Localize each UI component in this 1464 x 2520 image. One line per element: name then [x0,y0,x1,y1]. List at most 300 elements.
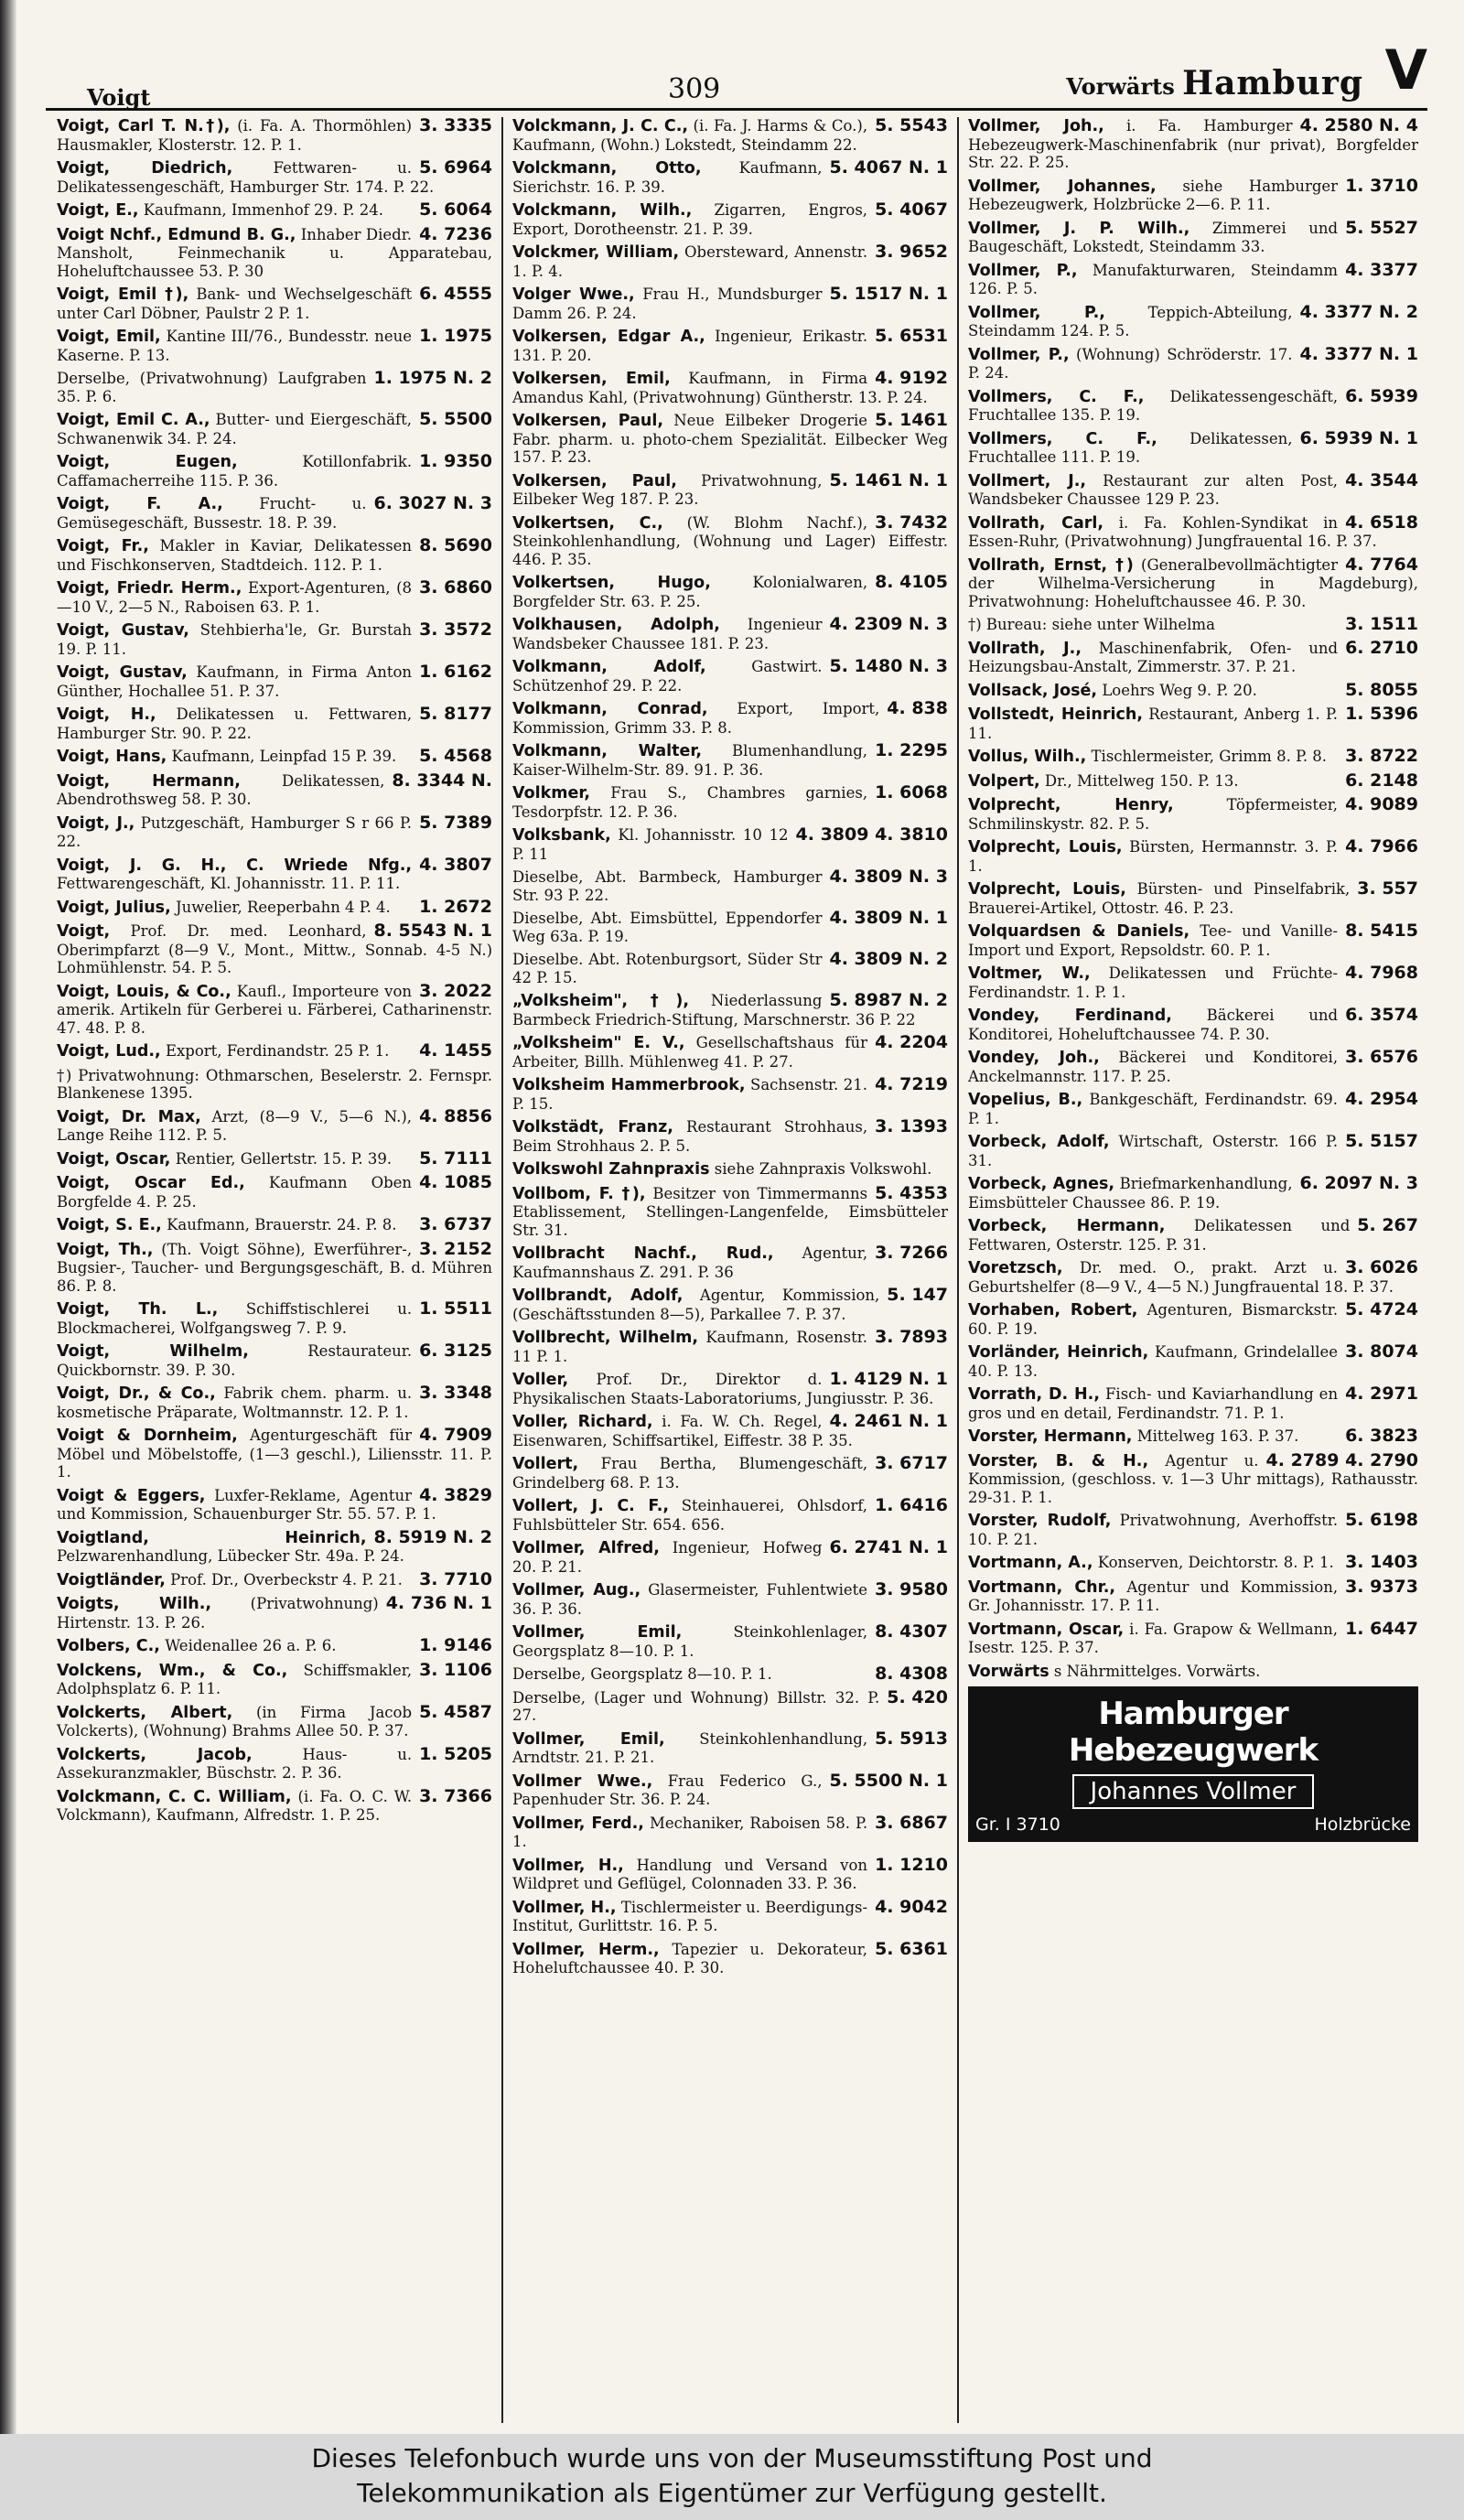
entry-phone: 3. 1403 [1345,1552,1418,1572]
entry-name: Vorster, Hermann, [968,1427,1133,1446]
entry-phone: 5. 5500 [419,409,492,429]
entry-phone: 3. 1511 [1345,614,1418,634]
directory-entry [968,838,1418,875]
entry-name: Vollmer, Herm., [512,1940,660,1959]
directory-entry [968,469,1418,509]
entry-description: Kantine III/76., Bundesstr. neue Kaserne. P. 13. [57,328,413,364]
entry-phone: 1. 2672 [419,896,492,917]
entry-phone: 4. 3809 N. 2 [829,949,948,969]
directory-entry [512,1772,948,1809]
entry-description: Gesellschaftshaus für Arbeiter, Billh. Mühlenweg 41. P. 27. [512,1034,868,1071]
directory-entry [57,495,492,532]
entry-name: Voigt, Oscar, [57,1149,171,1168]
directory-columns [48,117,1427,2423]
entry-name: Volkersen, Paul, [512,412,663,430]
entry-name: Vollmer Wwe., [512,1772,653,1791]
entry-description: Kaufmann, Leinpfad 15 P. 39. [171,748,397,765]
entry-description: Butter- und Eiergeschäft, Schwanenwik 34. P. 24. [57,411,413,447]
entry-description: Delikatessen und Früchte-Ferdinandstr. 1. P. 1. [968,964,1339,1001]
entry-name: Voigt, Hans, [57,748,167,766]
entry-phone: 4. 2204 [875,1032,948,1052]
entry-phone: 5. 6198 [1345,1510,1418,1530]
entry-description: (Th. Voigt Söhne), Ewerführer-, Bugsier-, Taucher- und Bergungsgeschäft, B. d. Mühren 86. P. 8. [57,1240,492,1295]
entry-phone: 4. 7236 [419,223,492,244]
entry-name: Voigt & Eggers, [57,1486,206,1505]
entry-description: i. Fa. W. Ch. Regel, Eisenwaren, Schiffsartikel, Eiffestr. 38 P. 35. [512,1413,853,1449]
directory-entry [512,159,948,196]
entry-name: Volckerts, Albert, [57,1703,233,1722]
entry-phone: 4. 2309 N. 3 [829,614,948,634]
entry-phone: 4. 7966 [1345,836,1418,856]
entry-description: (Generalbevollmächtigter der Wilhelma-Versicherung in Magdeburg), Privatwohnung: Hoheluftchaussee 46. P. 30. [968,555,1418,610]
entry-name: Voigt, S. E., [57,1216,162,1234]
entry-phone: 1. 4129 N. 1 [829,1369,948,1389]
directory-column-2 [503,117,959,2423]
entry-description: Weidenallee 26 a. P. 6. [165,1637,337,1654]
directory-entry [968,772,1418,792]
entry-phone: 3. 1393 [875,1116,948,1136]
entry-description: Tee- und Vanille-Import und Export, Repsoldstr. 60. P. 1. [968,922,1339,959]
entry-description: Privatwohnung, Eilbeker Weg 187. P. 23. [512,471,823,508]
entry-description: Rentier, Gellertstr. 15. P. 39. [175,1149,393,1168]
entry-description: Kaufl., Importeure von amerik. Artikeln für Gerberei u. Färberei, Catharinenstr. 47. 48. P. 8. [57,982,492,1037]
entry-phone: 6. 3823 [1345,1426,1418,1446]
entry-name: Volger Wwe., [512,285,635,304]
directory-entry [57,705,492,742]
entry-phone: 4. 3809 N. 3 [829,867,948,887]
directory-entry [512,1182,948,1240]
directory-entry [968,1301,1418,1338]
entry-name: Vollmer, H., [512,1898,617,1917]
entry-description: Kaufmann, Brauerstr. 24. P. 8. [167,1216,397,1233]
entry-name: Voigt, Gustav, [57,663,188,682]
directory-entry [512,1118,948,1155]
entry-phone: 3. 7893 [875,1327,948,1347]
entry-description: Pelzwarenhandlung, Lübecker Str. 49a. P. 24. [57,1547,404,1565]
directory-entry [512,1034,948,1071]
entry-phone: 3. 9580 [875,1579,948,1599]
entry-phone: 5. 4724 [1345,1299,1418,1319]
entry-phone: 6. 4555 [419,284,492,304]
entry-phone: 3. 8722 [1345,746,1418,766]
entry-description: Agenturen, Bismarckstr. 60. P. 19. [968,1301,1339,1338]
entry-name: „Volksheim", †), [512,992,689,1010]
entry-phone: 5. 7111 [419,1147,492,1168]
entry-name: Vorster, Rudolf, [968,1512,1112,1530]
entry-name: Voigt, F. A., [57,495,223,513]
entry-name: Voigtländer, [57,1570,166,1589]
entry-phone: 6. 3027 N. 3 [373,493,492,513]
entry-phone: 1. 1975 [419,326,492,346]
entry-name: Volprecht, Henry, [968,796,1174,814]
directory-entry [512,1076,948,1113]
directory-entry [968,964,1418,1001]
entry-description: Fettwaren- u. Delikatessengeschäft, Hamburger Str. 174. P. 22. [57,159,435,196]
entry-phone: 4. 7219 [875,1074,948,1094]
entry-phone: 3. 6717 [875,1453,948,1473]
entry-phone: 5. 1461 [875,410,948,430]
directory-entry [512,117,948,154]
entry-phone: 4. 7909 [419,1425,492,1445]
directory-column-1 [48,117,503,2423]
directory-entry [512,1287,948,1323]
entry-name: Voigt, J., [57,813,135,833]
entry-phone: 1. 1210 [875,1854,948,1875]
directory-entry [968,259,1418,298]
directory-entry [968,1449,1418,1507]
directory-entry [512,1455,948,1492]
entry-phone: 4. 2954 [1345,1089,1418,1109]
directory-entry [57,1342,492,1379]
directory-entry [57,579,492,616]
entry-phone: 5. 6531 [875,326,948,346]
entry-name: Volpert, [968,771,1040,791]
advertisement-hebezeugwerk [968,1686,1418,1842]
entry-description: Derselbe, Georgsplatz 8—10. P. 1. [512,1665,772,1683]
entry-phone: 5. 4587 [419,1701,492,1722]
entry-phone: 4. 3807 [419,854,492,875]
entry-description: Kotillonfabrik. Caffamacherreihe 115. P. 36. [57,453,413,490]
entry-description: Dieselbe, Abt. Barmbeck, Hamburger Str. 93 P. 22. [512,868,823,904]
entry-name: Vorster, B. & H., [968,1451,1149,1470]
entry-phone: 3. 7710 [419,1568,492,1589]
entry-name: Volksheim Hammerbrook, [512,1076,746,1094]
entry-description: Bürsten, Hermannstr. 3. P. 1. [968,838,1339,875]
entry-description: Delikatessengeschäft, Fruchtallee 135. P. 19. [968,387,1339,424]
entry-description: Agenturgeschäft für Möbel und Möbelstoffe, (1—3 geschl.), Liliensstr. 11. P. 1. [57,1427,492,1481]
directory-entry [57,980,492,1038]
entry-name: Vollmer, Aug., [512,1581,641,1599]
entry-name: Voigt, Julius, [57,898,171,917]
entry-description: Glasermeister, Fuhlentwiete 36. P. 36. [512,1581,868,1618]
entry-name: Volckens, Wm., & Co., [57,1661,288,1680]
entry-description: Kaufmann, in Firma Anton Günther, Hochallee 51. P. 37. [57,663,413,700]
entry-description: Zigarren, Engros, Export, Dorotheenstr. 21. P. 39. [512,201,868,238]
entry-phone: 4. 2789 4. 2790 [1265,1449,1418,1470]
directory-entry [57,922,492,977]
directory-entry [57,328,492,364]
entry-description: (Privatwohnung) Hirtenstr. 13. P. 26. [57,1595,379,1632]
entry-name: Vopelius, B., [968,1091,1083,1109]
directory-entry [512,412,948,467]
entry-description: (Wohnung) Schröderstr. 17. P. 24. [968,345,1293,382]
entry-name: Volkertsen, C., [512,513,663,533]
entry-name: Vollbrecht, Wilhelm, [512,1329,699,1347]
footer-notice [0,2434,1464,2520]
directory-entry [512,616,948,652]
entry-phone: 5. 4353 [875,1182,948,1203]
entry-name: Vollbracht Nachf., Rud., [512,1244,774,1263]
directory-entry [512,1497,948,1534]
ad-location: Holzbrücke [1314,1815,1411,1835]
entry-name: Vollmer, H., [512,1856,624,1875]
entry-phone: 3. 9652 [875,242,948,262]
entry-phone: 8. 4308 [875,1664,948,1684]
entry-description: Teppich-Abteilung, Steindamm 124. P. 5. [968,303,1293,339]
entry-phone: 4. 1085 [419,1172,492,1192]
entry-phone: 5. 4067 N. 1 [829,157,948,178]
entry-phone: 6. 2148 [1345,770,1418,791]
directory-entry [57,1238,492,1296]
directory-entry [57,856,492,893]
entry-name: Vollsack, José, [968,681,1098,700]
entry-name: Vorrath, D. H., [968,1385,1100,1404]
directory-entry [57,1743,492,1782]
entry-description: Privatwohnung, Averhoffstr. 10. P. 21. [968,1512,1339,1548]
entry-description: Bäckerei und Konditorei, Hoheluftchaussee 74. P. 30. [968,1007,1339,1043]
ad-phone: Gr. I 3710 [975,1815,1060,1835]
entry-description: Restaurateur. Quickbornstr. 39. P. 30. [57,1342,413,1379]
entry-name: Vollrath, Carl, [968,513,1104,533]
entry-phone: 3. 6737 [419,1214,492,1234]
entry-name: Volkmann, Conrad, [512,700,708,718]
entry-name: Volkmann, Adolf, [512,658,706,676]
directory-entry [512,992,948,1028]
entry-phone: 4. 9042 [875,1896,948,1917]
entry-description: Prof. Dr., Direktor d. Physikalischen Staats-Laboratoriums, Jungiusstr. P. 36. [512,1371,934,1407]
entry-name: Volprecht, Louis, [968,838,1123,856]
entry-description: Delikatessen, Fruchtallee 111. P. 19. [968,429,1293,466]
directory-entry [968,1385,1418,1422]
entry-description: Agentur, Kommission, (Geschäftsstunden 8—5), Parkallee 7. P. 37. [512,1287,880,1323]
directory-entry [968,1133,1418,1169]
directory-entry [57,537,492,574]
directory-entry [512,784,948,821]
entry-description: Dieselbe. Abt. Rotenburgsort, Süder Str 42 P. 15. [512,951,823,986]
directory-entry [512,1623,948,1660]
entry-description: Juwelier, Reeperbahn 4 P. 4. [175,898,391,916]
directory-entry [57,1042,492,1061]
entry-name: Voigt, Dr., & Co., [57,1384,216,1403]
entry-phone: 6. 5939 [1345,385,1418,406]
entry-phone: 4. 736 N. 1 [385,1593,492,1613]
entry-description: Loehrs Weg 9. P. 20. [1102,681,1257,699]
entry-name: Voltmer, W., [968,964,1091,983]
directory-entry [968,1578,1418,1615]
directory-entry [57,1174,492,1211]
directory-entry [57,1595,492,1632]
directory-entry [57,453,492,490]
entry-description: i. Fa. Kohlen-Syndikat in Essen-Ruhr, (Privatwohnung) Jungfrauental 16. P. 37. [968,513,1377,550]
header-rule [46,108,1427,111]
entry-phone: 1. 6068 [875,782,948,802]
entry-phone: 5. 8987 N. 2 [829,990,948,1010]
page-header [37,38,1427,111]
entry-description: Agentur und Kommission, Gr. Johannisstr. 17. P. 11. [968,1578,1339,1614]
entry-description: Maschinenfabrik, Ofen- und Heizungsbau-Anstalt, Zimmerstr. 37. P. 21. [968,639,1339,675]
entry-name: Voigt, Diedrich, [57,159,233,178]
entry-name: Volckmann, Otto, [512,159,702,178]
entry-name: Vondey, Joh., [968,1049,1100,1067]
entry-description: Export, Ferdinandstr. 25 P. 1. [165,1042,390,1060]
entry-phone: 3. 9373 [1345,1576,1418,1597]
directory-entry [968,427,1418,467]
entry-description: Kaufmann, Grindelallee 40. P. 13. [968,1343,1339,1380]
directory-entry [968,1512,1418,1548]
entry-phone: 8. 4307 [875,1621,948,1642]
entry-description: (i. Fa. A. Thormöhlen) Hausmakler, Klosterstr. 12. P. 1. [57,117,413,154]
page-binding-shadow [0,0,16,2434]
entry-description: Töpfermeister, Schmilinskystr. 82. P. 5. [968,796,1339,833]
entry-name: Vortmann, Chr., [968,1578,1116,1597]
entry-description: Frucht- u. Gemüsegeschäft, Bussestr. 18. P. 39. [57,495,367,532]
entry-description: Putzgeschäft, Hamburger S r 66 P. 22. [57,813,413,850]
entry-description: (W. Blohm Nachf.), Steinkohlenhandlung, (Wohnung und Lager) Eiffestr. 446. P. 35. [512,513,948,568]
entry-phone: 6. 2741 N. 1 [829,1537,948,1557]
entry-phone: 1. 6416 [875,1495,948,1515]
entry-name: Vondey, Ferdinand, [968,1007,1172,1025]
entry-name: Volkhausen, Adolph, [512,616,720,634]
entry-phone: 3. 7266 [875,1243,948,1263]
entry-phone: 3. 6576 [1345,1047,1418,1067]
directory-entry [968,1007,1418,1043]
entry-name: Vollmer, P., [968,345,1070,364]
directory-entry [57,748,492,767]
directory-entry [57,1067,492,1103]
entry-description: Restaurant zur alten Post, Wandsbeker Chaussee 129 P. 23. [968,471,1339,508]
directory-entry [57,1300,492,1337]
entry-name: Voller, Richard, [512,1413,653,1431]
entry-phone: 3. 6867 [875,1812,948,1833]
directory-entry [57,1637,492,1656]
entry-name: Volkersen, Edgar A., [512,328,705,346]
entry-phone: 5. 6064 [419,199,492,220]
directory-entry [968,637,1418,676]
directory-entry [512,1938,948,1977]
entry-name: Voigt, Th. L., [57,1300,219,1319]
directory-entry [512,1812,948,1851]
entry-phone: 5. 5543 [875,117,948,135]
entry-name: Voigt, Carl T. N.†), [57,117,231,135]
ad-details [975,1815,1411,1835]
entry-description: Haus- u. Assekuranzmakler, Büschstr. 2. P. 36. [57,1745,413,1782]
entry-phone: 1. 5511 [419,1298,492,1319]
entry-phone: 1. 3710 [1345,175,1418,196]
entry-description: Bäckerei und Konditorei, Anckelmannstr. 117. P. 25. [968,1049,1339,1085]
entry-description: (i. Fa. O. C. W. Volckmann), Kaufmann, Alfredstr. 1. P. 25. [57,1787,413,1824]
entry-name: Vollmer, P., [968,261,1078,280]
entry-name: Voigt, Emil C. A., [57,411,210,429]
directory-entry [968,1175,1418,1212]
entry-name: Voigt, Eugen, [57,453,238,471]
directory-entry [512,1665,948,1684]
entry-description: Zimmerei und Baugeschäft, Lokstedt, Steindamm 33. [968,219,1339,255]
entry-description: Fabrik chem. pharm. u. kosmetische Präparate, Woltmannstr. 12. P. 1. [57,1384,413,1421]
entry-description: Stehbierha'le, Gr. Burstah 19. P. 11. [57,621,413,658]
directory-entry [512,1686,948,1725]
entry-phone: 3. 3572 [419,619,492,640]
directory-entry [968,616,1418,634]
directory-entry [968,1343,1418,1380]
entry-phone: 3. 1106 [419,1659,492,1680]
entry-description: Restaurant, Anberg 1. P. 11. [968,705,1339,742]
directory-entry [512,285,948,322]
entry-description: Bankgeschäft, Ferdinandstr. 69. P. 1. [968,1091,1339,1127]
entry-name: Voigt, Wilhelm, [57,1342,249,1361]
directory-entry [968,1663,1418,1682]
entry-name: Vollmer, Ferd., [512,1814,644,1833]
entry-description: Tapezier u. Dekorateur, Hoheluftchaussee 40. P. 30. [512,1940,868,1976]
entry-phone: 5. 420 [887,1686,948,1707]
entry-name: Voigt, Oscar Ed., [57,1174,245,1192]
entry-phone: 4. 3829 [419,1484,492,1505]
directory-entry [512,910,948,945]
entry-phone: 4. 2971 [1345,1384,1418,1404]
entry-name: Vorländer, Heinrich, [968,1343,1149,1362]
entry-phone: 6. 2097 N. 3 [1299,1173,1418,1193]
entry-description: Blumenhandlung, Kaiser-Wilhelm-Str. 89. 91. P. 36. [512,742,868,779]
header-city: Hamburg [1182,64,1363,102]
entry-description: Niederlassung Barmbeck Friedrich-Stiftung, Marschnerstr. 36 P. 22 [512,992,916,1028]
entry-phone: 4. 3377 [1345,259,1418,280]
entry-description: Handlung und Versand von Wildpret und Geflügel, Colonnaden 33. P. 36. [512,1856,868,1892]
entry-phone: 4. 3377 N. 2 [1299,301,1418,322]
entry-description: Agentur u. Kommission, (geschloss. v. 1—3 Uhr mittags), Rathausstr. 29-31. P. 1. [968,1451,1418,1506]
directory-entry [512,1539,948,1576]
entry-description: Delikatessen u. Fettwaren, Hamburger Str. 90. P. 22. [57,705,413,742]
entry-description: Steinkohlenlager, Georgsplatz 8—10. P. 1. [512,1623,868,1660]
directory-entry [512,658,948,695]
entry-description: Briefmarkenhandlung, Eimsbütteler Chaussee 86. P. 19. [968,1175,1293,1212]
entry-phone: 1. 1975 N. 2 [373,368,492,388]
entry-description: Fisch- und Kaviarhandlung en gros und en detail, Ferdinandstr. 71. P. 1. [968,1385,1339,1422]
directory-entry [512,868,948,904]
directory-entry [57,621,492,658]
entry-description: Frau Bertha, Blumengeschäft, Grindelberg 68. P. 13. [512,1455,868,1492]
entry-name: Volkersen, Paul, [512,471,677,490]
entry-description: Ingenieur Wandsbeker Chaussee 181. P. 23. [512,616,823,652]
entry-description: siehe Hamburger Hebezeugwerk, Holzbrücke 2—6. P. 11. [968,177,1339,213]
entry-description: Agentur, Kaufmannshaus Z. 291. P. 36 [512,1244,868,1281]
entry-name: Volprecht, Louis, [968,880,1126,899]
directory-entry [57,159,492,196]
ad-owner: Johannes Vollmer [1072,1774,1315,1809]
entry-phone: 8. 5415 [1345,921,1418,941]
directory-entry [57,411,492,447]
entry-phone: 3. 3348 [419,1383,492,1403]
entry-phone: 4. 3809 N. 1 [829,908,948,928]
directory-entry [512,243,948,280]
directory-entry [512,1244,948,1281]
entry-description: Kaufmann, Immenhof 29. P. 24. [143,201,383,219]
entry-phone: 3. 2022 [419,980,492,1001]
directory-entry [512,201,948,238]
directory-entry [968,117,1418,172]
entry-description: (in Firma Jacob Volckerts), (Wohnung) Brahms Allee 50. P. 37. [57,1703,413,1739]
entry-name: Vollstedt, Heinrich, [968,705,1143,724]
entry-name: Vollmer, Emil, [512,1729,665,1749]
entry-name: Voigt, E., [57,201,139,220]
entry-description: Prof. Dr., Overbeckstr 4. P. 21. [170,1570,403,1588]
entry-description: siehe Zahnpraxis Volkswohl. [714,1160,932,1178]
directory-entry [57,117,492,154]
entry-phone: 1. 2295 [875,740,948,760]
entry-phone: 1. 6162 [419,662,492,682]
directory-entry [57,1526,492,1566]
directory-entry [57,1568,492,1590]
directory-entry [512,1896,948,1935]
entry-phone: 3. 2152 [419,1238,492,1259]
directory-entry [57,1427,492,1481]
entry-description: Manufakturwaren, Steindamm 126. P. 5. [968,261,1339,297]
entry-name: Volksbank, [512,826,611,845]
directory-entry [512,1371,948,1407]
entry-phone: 5. 5913 [875,1728,948,1749]
entry-name: Volkswohl Zahnpraxis [512,1160,710,1179]
entry-description: Inhaber Diedr. Mansholt, Feinmechanik u. Apparatebau, Hoheluftchaussee 53. P. 30 [57,225,492,280]
entry-phone: 5. 8055 [1345,679,1418,700]
footer-line-2: Telekommunikation als Eigentümer zur Verfügung gestellt. [357,2478,1107,2508]
